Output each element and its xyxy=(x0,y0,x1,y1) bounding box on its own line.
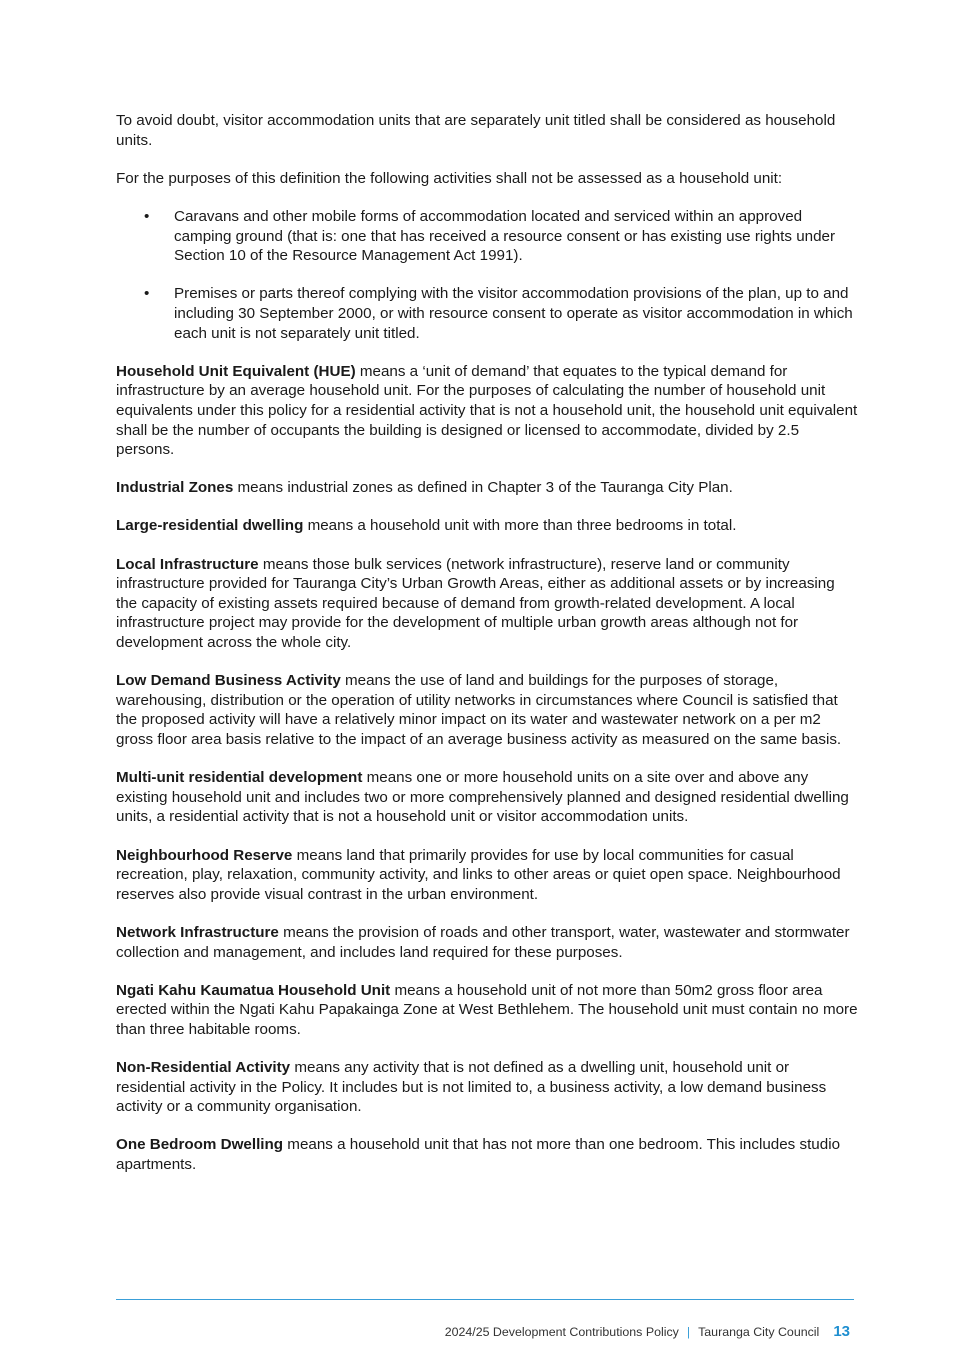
definition-text: means a household unit of not more than 50m2 gross floor area erected within the Ngati Kahu Papakainga Zone at West Bethlehem. The household unit must contain no more than three habitable rooms. xyxy=(116,981,858,1038)
list-item-text: Caravans and other mobile forms of accommodation located and serviced within an approved camping ground (that is: one that has received a resource consent or has existing use rights under Section 10 of the Resource Management Act 1991). xyxy=(174,207,836,265)
definition-text: means any activity that is not defined as a dwelling unit, household unit or residential activity in the Policy. It includes but is not limited to, a business activity, a low demand business activity or a community organisation. xyxy=(116,1059,827,1116)
footer-organisation: Tauranga City Council xyxy=(698,1325,820,1339)
definition-term: Ngati Kahu Kaumatua Household Unit xyxy=(116,981,391,999)
definition-local-infrastructure xyxy=(116,555,858,653)
definition-text: means one or more household units on a site over and above any existing household unit and includes two or more comprehensively planned and designed residential dwelling units, a residential activity that is not a household unit or visitor accommodation units. xyxy=(116,769,849,826)
definition-term: Industrial Zones xyxy=(116,479,234,497)
definition-term: Household Unit Equivalent (HUE) xyxy=(116,362,356,380)
definition-large-residential-dwelling xyxy=(116,516,858,536)
page-body xyxy=(116,111,858,1193)
exclusions-list xyxy=(116,207,858,343)
definition-term: Low Demand Business Activity xyxy=(116,672,341,690)
definition-hue xyxy=(116,362,858,460)
definition-text: means the use of land and buildings for the purposes of storage, warehousing, distribution or the operation of utility networks in circumstances where Council is satisfied that the proposed activity will have a relatively minor impact on its water and wastewater network on a per m2 gross floor area basis relative to the impact of an average business activity as measured on the same basis. xyxy=(116,672,842,748)
list-item xyxy=(116,207,858,266)
footer-document-title: 2024/25 Development Contributions Policy xyxy=(444,1325,679,1339)
definition-text: means a ‘unit of demand’ that equates to the typical demand for infrastructure by an average household unit. For the purposes of calculating the number of household unit equivalents under this policy for a residential activity that is not a household unit, the household unit equivalent shall be the number of occupants the building is designed or licensed to accommodate, divided by 2.5 persons. xyxy=(116,362,858,459)
definition-text: means industrial zones as defined in Chapter 3 of the Tauranga City Plan. xyxy=(233,479,733,497)
page-footer xyxy=(445,1323,850,1340)
definition-non-residential-activity xyxy=(116,1058,858,1117)
intro-paragraph: For the purposes of this definition the following activities shall not be assessed as a household unit: xyxy=(116,169,783,187)
definition-neighbourhood-reserve xyxy=(116,846,858,905)
definition-network-infrastructure xyxy=(116,923,858,962)
definition-one-bedroom-dwelling xyxy=(116,1135,858,1174)
definition-ngati-kahu-kaumatua-household-unit xyxy=(116,981,858,1040)
footer-separator: | xyxy=(686,1325,691,1339)
bullet-icon: • xyxy=(144,285,150,303)
footer-divider xyxy=(116,1299,854,1300)
bullet-icon: • xyxy=(144,207,150,225)
list-item-text: Premises or parts thereof complying with the visitor accommodation provisions of the plan, up to and including 30 September 2000, or with resource consent to operate as visitor accommodation in which each unit is not separately unit titled. xyxy=(174,285,853,342)
intro-paragraph: To avoid doubt, visitor accommodation units that are separately unit titled shall be considered as household units. xyxy=(116,112,836,149)
definition-text: means the provision of roads and other transport, water, wastewater and stormwater collection and management, and includes land required for these purposes. xyxy=(116,923,850,961)
definition-text: means a household unit with more than three bedrooms in total. xyxy=(303,517,737,535)
definition-industrial-zones xyxy=(116,478,858,498)
definition-multi-unit-residential-development xyxy=(116,768,858,827)
definition-term: One Bedroom Dwelling xyxy=(116,1136,284,1154)
definition-text: means a household unit that has not more than one bedroom. This includes studio apartments. xyxy=(116,1136,841,1174)
definition-term: Large-residential dwelling xyxy=(116,517,304,535)
page-number: 13 xyxy=(833,1323,850,1340)
definition-low-demand-business-activity xyxy=(116,671,858,749)
definition-term: Multi-unit residential development xyxy=(116,769,363,787)
definition-text: means land that primarily provides for use by local communities for casual recreation, play, relaxation, community activity, and links to other areas or quiet open space. Neighbourhood reserves also provide visual contrast in the urban environment. xyxy=(116,846,841,903)
list-item xyxy=(116,284,858,343)
definition-term: Non-Residential Activity xyxy=(116,1059,291,1077)
definition-term: Neighbourhood Reserve xyxy=(116,846,293,864)
definition-term: Network Infrastructure xyxy=(116,923,279,941)
definition-term: Local Infrastructure xyxy=(116,555,259,573)
definition-text: means those bulk services (network infrastructure), reserve land or community infrastructure provided for Tauranga City’s Urban Growth Areas, either as additional assets or by increasing the capacity of existing assets required because of demand from growth-related development. A local infrastructure project may provide for the development of multiple urban growth areas although not for development across the whole city. xyxy=(116,555,835,652)
